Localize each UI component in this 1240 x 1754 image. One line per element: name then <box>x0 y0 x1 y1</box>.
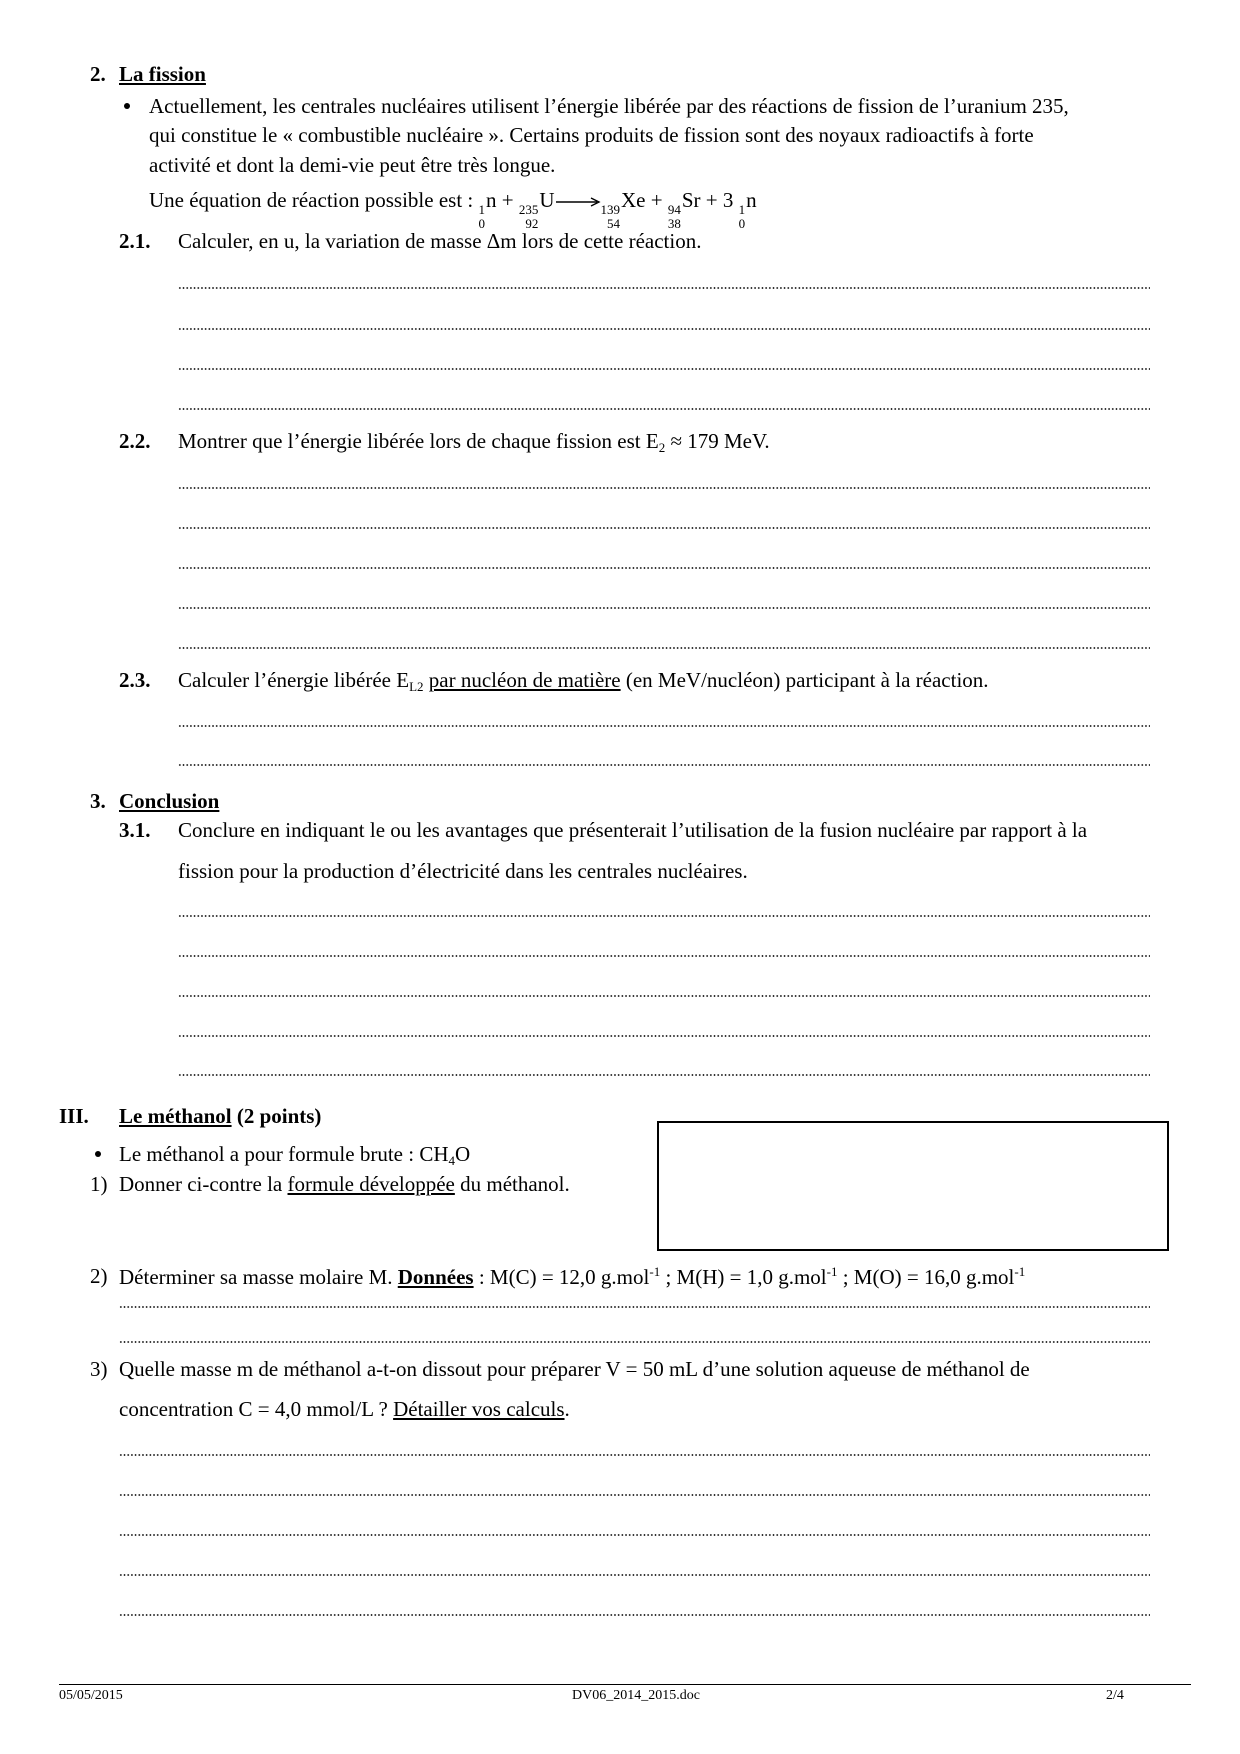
fission-intro-line-2: qui constitue le « combustible nucléaire ». Certains produits de fission sont des noyaux radioactifs à forte <box>149 123 1034 147</box>
fission-intro-line-1: Actuellement, les centrales nucléaires utilisent l’énergie libérée par des réactions de fission de l’uranium 235, <box>149 94 1069 118</box>
section-iii-title: Le méthanol (2 points) <box>119 1104 322 1128</box>
question-3-1-line-2: fission pour la production d’électricité dans les centrales nucléaires. <box>178 859 748 883</box>
footer-filename: DV06_2014_2015.doc <box>572 1688 700 1703</box>
answer-line[interactable] <box>178 725 1150 727</box>
question-iii-1-number: 1) <box>90 1172 108 1196</box>
answer-line[interactable] <box>178 955 1150 957</box>
uranium-isotope-numbers: 235 92 <box>518 202 539 231</box>
fission-intro-line-3: activité et dont la demi-vie peut être très longue. <box>149 153 556 177</box>
question-iii-2-number: 2) <box>90 1264 108 1288</box>
answer-line[interactable] <box>178 368 1150 370</box>
answer-line[interactable] <box>178 995 1150 997</box>
answer-line[interactable] <box>119 1454 1150 1456</box>
section-3-title: Conclusion <box>119 789 220 813</box>
section-2-title: La fission <box>119 62 206 86</box>
plus-sign: + <box>650 188 663 212</box>
answer-line[interactable] <box>178 328 1150 330</box>
section-3-number: 3. <box>90 789 106 813</box>
uranium-symbol: U <box>539 188 555 212</box>
question-iii-3-number: 3) <box>90 1357 108 1381</box>
answer-line[interactable] <box>119 1341 1150 1343</box>
question-iii-3-line-2: concentration C = 4,0 mmol/L ? Détailler vos calculs. <box>119 1397 570 1421</box>
neutron-symbol: n <box>746 188 757 212</box>
bullet-icon <box>124 103 130 109</box>
strontium-isotope-numbers: 94 38 <box>667 202 681 231</box>
bullet-icon <box>95 1151 101 1157</box>
neutron-isotope-numbers: 1 0 <box>478 202 485 231</box>
section-iii-number: III. <box>59 1104 89 1128</box>
section-2-number: 2. <box>90 62 106 86</box>
question-2-1-number: 2.1. <box>119 229 151 253</box>
question-iii-1-text: Donner ci-contre la formule développée du méthanol. <box>119 1172 570 1196</box>
reaction-arrow-icon <box>555 190 601 210</box>
question-3-1-number: 3.1. <box>119 818 151 842</box>
equation-prefix: Une équation de réaction possible est : <box>149 188 474 212</box>
question-2-1-text: Calculer, en u, la variation de masse Δm lors de cette réaction. <box>178 229 702 253</box>
answer-line[interactable] <box>178 408 1150 410</box>
answer-line[interactable] <box>178 915 1150 917</box>
plus-sign: + <box>501 188 514 212</box>
answer-line[interactable] <box>119 1494 1150 1496</box>
neutron-symbol: n <box>486 188 497 212</box>
answer-line[interactable] <box>178 607 1150 609</box>
strontium-symbol: Sr <box>681 188 701 212</box>
answer-line[interactable] <box>119 1306 1150 1308</box>
answer-line[interactable] <box>178 527 1150 529</box>
question-2-2-number: 2.2. <box>119 429 151 453</box>
xenon-isotope-numbers: 139 54 <box>600 202 621 231</box>
xenon-symbol: Xe <box>621 188 646 212</box>
answer-line[interactable] <box>178 1074 1150 1076</box>
answer-line[interactable] <box>178 567 1150 569</box>
answer-line[interactable] <box>178 487 1150 489</box>
plus-three: + 3 <box>705 188 734 212</box>
question-2-3-number: 2.3. <box>119 668 151 692</box>
question-2-2-text: Montrer que l’énergie libérée lors de chaque fission est $E_2 \approx 179$ MeV. <box>178 429 770 455</box>
answer-line[interactable] <box>178 1035 1150 1037</box>
answer-line[interactable] <box>178 764 1150 766</box>
answer-line[interactable] <box>178 647 1150 649</box>
question-iii-3-line-1: Quelle masse m de méthanol a-t-on dissout pour préparer V = 50 mL d’une solution aqueuse de méthanol de <box>119 1357 1030 1381</box>
fission-equation <box>149 188 757 231</box>
question-2-3-text: Calculer l’énergie libérée $E_{L2}$ par nucléon de matière (en MeV/nucléon) participant à la réaction. <box>178 668 989 694</box>
footer-page-number: 2/4 <box>1106 1688 1124 1703</box>
structural-formula-answer-box[interactable] <box>657 1121 1169 1251</box>
answer-line[interactable] <box>119 1574 1150 1576</box>
methanol-formula-statement: Le méthanol a pour formule brute : $CH_4O$ <box>119 1142 471 1168</box>
answer-line[interactable] <box>119 1534 1150 1536</box>
answer-line[interactable] <box>119 1614 1150 1616</box>
footer-date: 05/05/2015 <box>59 1688 123 1703</box>
question-iii-2-text: Déterminer sa masse molaire M. Données : M(C) = 12,0 g.mol$^{-1}$ ; M(H) = 1,0 g.mol$^{-1}$ ; M(O) = 16,0 g.mol$^{-1}$ <box>119 1264 1026 1289</box>
question-3-1-line-1: Conclure en indiquant le ou les avantages que présenterait l’utilisation de la fusion nucléaire par rapport à la <box>178 818 1088 842</box>
footer-divider <box>59 1684 1191 1685</box>
answer-line[interactable] <box>178 287 1150 289</box>
neutron-isotope-numbers: 1 0 <box>738 202 746 231</box>
